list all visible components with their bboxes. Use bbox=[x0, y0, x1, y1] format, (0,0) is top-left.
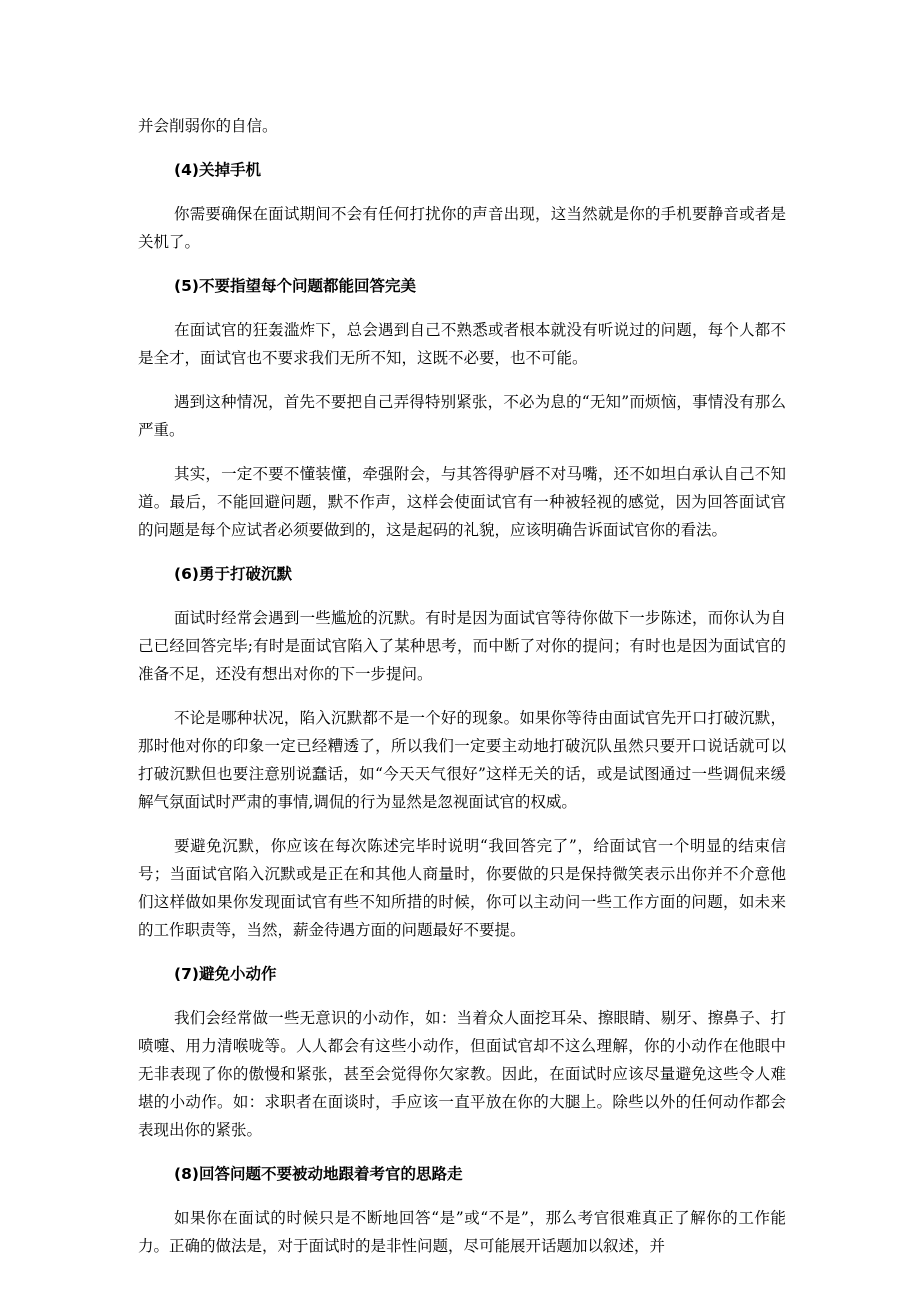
section-heading-8: (8)回答问题不要被动地跟着考官的思路走 bbox=[174, 1165, 463, 1183]
section-heading-5: (5)不要指望每个问题都能回答完美 bbox=[174, 277, 416, 295]
paragraph: 我们会经常做一些无意识的小动作，如：当着众人面挖耳朵、擦眼睛、剔牙、擦鼻子、打喷嚏、用力清喉咙等。人人都会有这些小动作，但面试官却不这么理解，你的小动作在他眼中无非表现了你的傲慢和紧张，甚至会觉得你欠家教。因此，在面试时应该尽量避免这些令人难堪的小动作。如：求职者在面谈时，手应该一直平放在你的大腿上。除些以外的任何动作都会表现出你的紧张。 bbox=[138, 1009, 786, 1139]
paragraph: 不论是哪种状况，陷入沉默都不是一个好的现象。如果你等待由面试官先开口打破沉默，那时他对你的印象一定已经糟透了，所以我们一定要主动地打破沉队虽然只要开口说话就可以打破沉默但也要注意别说蠢话，如“今天天气很好”这样无关的话，或是试图通过一些调侃来缓解气氛面试时严肃的事情,调侃的行为显然是忽视面试官的权威。 bbox=[138, 709, 786, 811]
paragraph: 在面试官的狂轰滥炸下，总会遇到自己不熟悉或者根本就没有听说过的问题，每个人都不是全才，面试官也不要求我们无所不知，这既不必要，也不可能。 bbox=[138, 321, 786, 367]
paragraph: 你需要确保在面试期间不会有任何打扰你的声音出现，这当然就是你的手机要静音或者是关机了。 bbox=[138, 205, 786, 251]
section-heading-7: (7)避免小动作 bbox=[174, 965, 277, 983]
opening-paragraph: 并会削弱你的自信。 bbox=[138, 117, 278, 135]
paragraph: 要避免沉默，你应该在每次陈述完毕时说明“我回答完了”，给面试官一个明显的结束信号；当面试官陷入沉默或是正在和其他人商量时，你要做的只是保持微笑表示出你并不介意他们这样做如果你发现面试官有些不知所措的时候，你可以主动问一些工作方面的问题，如未来的工作职责等，当然，薪金待遇方面的问题最好不要提。 bbox=[138, 837, 786, 939]
paragraph: 其实，一定不要不懂装懂，牵强附会，与其答得驴唇不对马嘴，还不如坦白承认自己不知道。最后，不能回避问题，默不作声，这样会使面试官有一种被轻视的感觉，因为回答面试官的问题是每个应试者必须要做到的，这是起码的礼貌，应该明确告诉面试官你的看法。 bbox=[138, 465, 786, 539]
paragraph: 遇到这种情况，首先不要把自己弄得特别紧张，不必为息的“无知”而烦恼，事情没有那么严重。 bbox=[138, 393, 786, 439]
paragraph: 如果你在面试的时候只是不断地回答“是”或“不是”，那么考官很难真正了解你的工作能力。正确的做法是，对于面试时的是非性问题，尽可能展开话题加以叙述，并 bbox=[138, 1209, 786, 1255]
paragraph: 面试时经常会遇到一些尴尬的沉默。有时是因为面试官等待你做下一步陈述，而你认为自己已经回答完毕;有时是面试官陷入了某种思考，而中断了对你的提问；有时也是因为面试官的准备不足，还没有想出对你的下一步提问。 bbox=[138, 609, 786, 683]
document-page bbox=[138, 112, 786, 1276]
section-heading-6: (6)勇于打破沉默 bbox=[174, 565, 292, 583]
section-heading-4: (4)关掉手机 bbox=[174, 161, 261, 179]
